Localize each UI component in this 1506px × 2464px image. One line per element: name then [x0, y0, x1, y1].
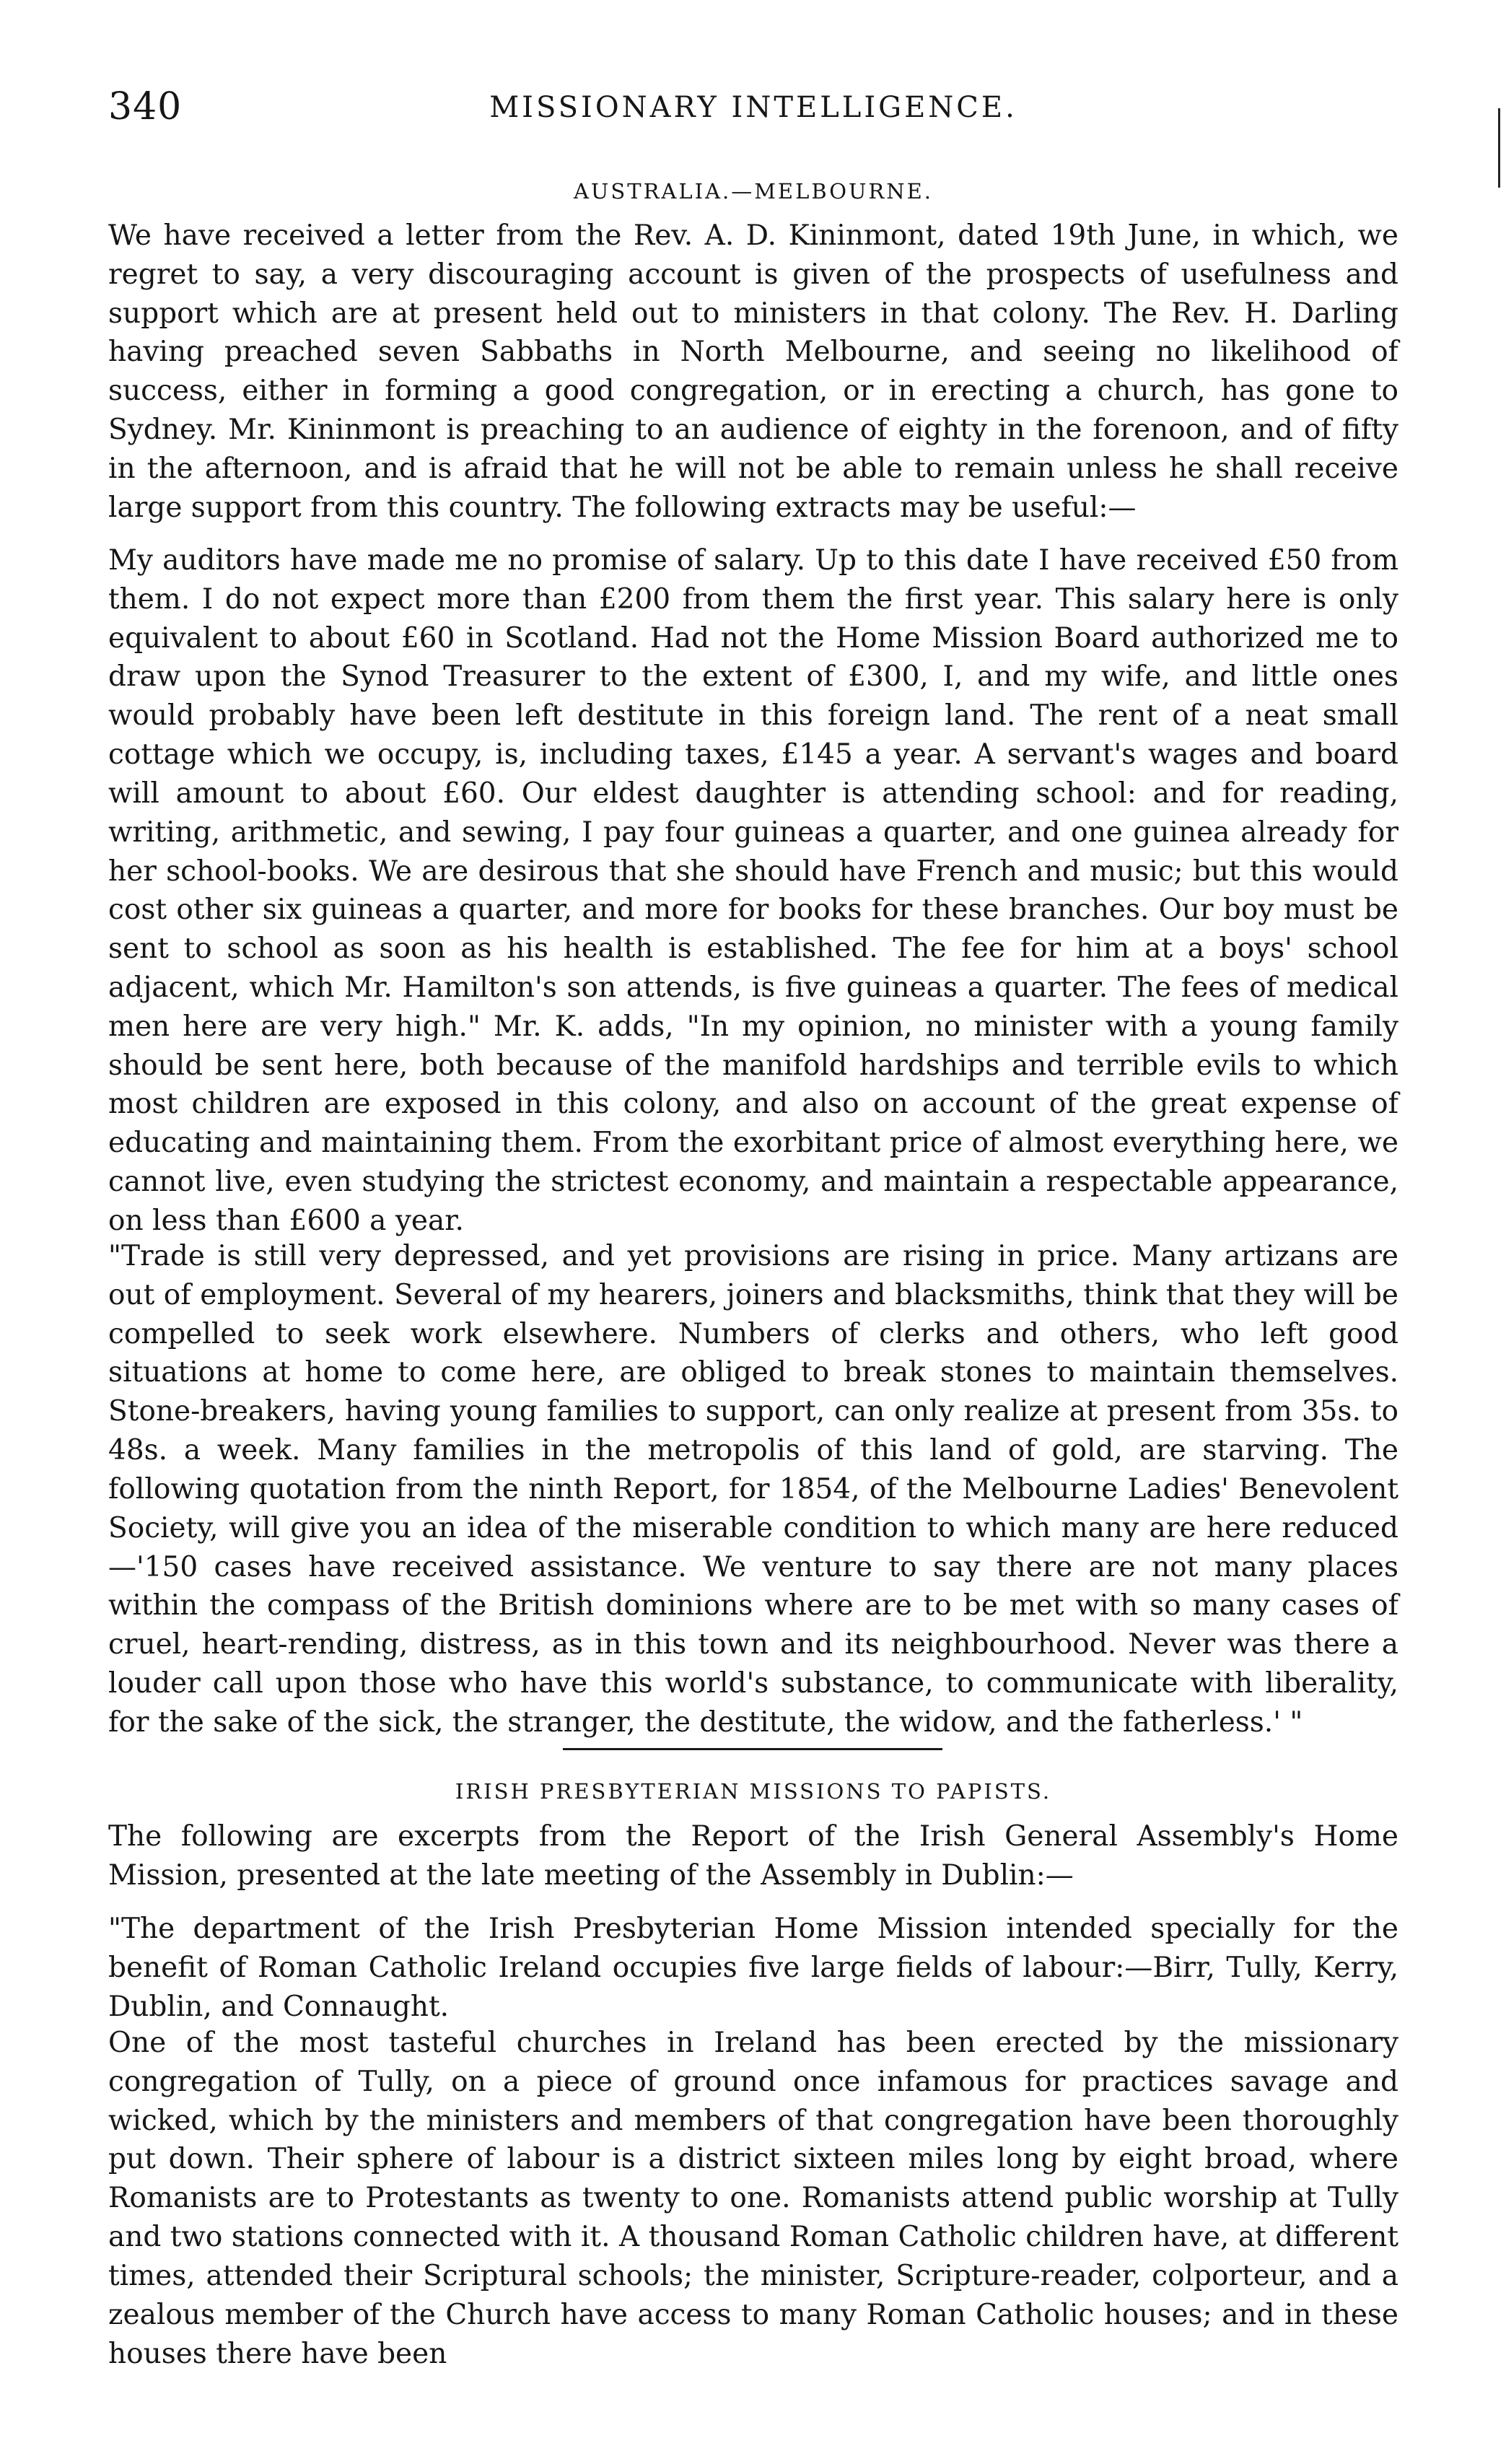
paragraph-text: My auditors have made me no promise of salary. Up to this date I have received £50 from them. I do not expect more than £200 from them the first year. This salary here is only equivalent to about £60 in Scotland. Had not the Home Mission Board authorized me to draw upon the Synod Treasurer to the extent of £300, I, and my wife, and little ones would probably have been left destitute in this foreign land. The rent of a neat small cottage which we occupy, is, including taxes, £145 a year. A servant's wages and board will amount to about £60. Our eldest daughter is attending school: and for reading, writing, arithmetic, and sewing, I pay four guineas a quarter, and one guinea already for her school-books. We are desirous that she should have French and music; but this would cost other six guineas a quarter, and more for books for these branches. Our boy must be sent to school as soon as his health is established. The fee for him at a boys' school adjacent, which Mr. Hamilton's son attends, is five guineas a quarter. The fees of medical men here are very high." Mr. K. adds, "In my opinion, no minister with a young family should be sent here, both because of the manifold hardships and terrible evils to which most children are exposed in this colony, and also on account of the great expense of educating and maintaining them. From the exorbitant price of almost everything here, we cannot live, even studying the strictest economy, and maintain a respectable appearance, on less than £600 a year. [108, 544, 1398, 1237]
paragraph-text: "The department of the Irish Presbyterian Home Mission intended specially for the benefit of Roman Catholic Ireland occupies five large fields of labour:—Birr, Tully, Kerry, Dublin, and Connaught. [108, 1913, 1398, 2023]
paragraph-trade-quote [108, 1237, 1398, 1742]
paragraph-text: One of the most tasteful churches in Ireland has been erected by the missionary congregation of Tully, on a piece of ground once infamous for practices savage and wicked, which by the ministers and members of that congregation have been thoroughly put down. Their sphere of labour is a district sixteen miles long by eight broad, where Romanists are to Protestants as twenty to one. Romanists attend public worship at Tully and two stations connected with it. A thousand Roman Catholic children have, at different times, attended their Scriptural schools; the minister, Scripture-reader, colporteur, and a zealous member of the Church have access to many Roman Catholic houses; and in these houses there have been [108, 2027, 1398, 2370]
section-divider [563, 1748, 942, 1750]
paragraph-text: We have received a letter from the Rev. A. D. Kininmont, dated 19th June, in which, we regret to say, a very discouraging account is given of the prospects of usefulness and support which are at present held out to ministers in that colony. The Rev. H. Darling having preached seven Sabbaths in North Melbourne, and seeing no likelihood of success, either in forming a good congregation, or in erecting a church, has gone to Sydney. Mr. Kininmont is preaching to an audience of eighty in the forenoon, and of fifty in the afternoon, and is afraid that he will not be able to remain unless he shall receive large support from this country. The following extracts may be useful:— [108, 219, 1398, 524]
paragraph-home-mission-fields [108, 1910, 1398, 2026]
paragraph-text: The following are excerpts from the Report of the Irish General Assembly's Home Mission, presented at the late meeting of the Assembly in Dublin:— [108, 1820, 1398, 1892]
paragraph-text: "Trade is still very depressed, and yet provisions are rising in price. Many artizans are out of employment. Several of my hearers, joiners and blacksmiths, think that they will be compelled to seek work elsewhere. Numbers of clerks and others, who left good situations at home to come here, are obliged to break stones to maintain themselves. Stone-breakers, having young families to support, can only realize at present from 35s. to 48s. a week. Many families in the metropolis of this land of gold, are starving. The following quotation from the ninth Report, for 1854, of the Melbourne Ladies' Benevolent Society, will give you an idea of the miserable condition to which many are here reduced—'150 cases have received assistance. We venture to say there are not many places within the compass of the British dominions where are to be met with so many cases of cruel, heart-rending, distress, as in this town and its neighbourhood. Never was there a louder call upon those who have this world's substance, to communicate with liberality, for the sake of the sick, the stranger, the destitute, the widow, and the fatherless.' " [108, 1240, 1398, 1739]
page-number: 340 [108, 85, 183, 128]
page-header [108, 85, 1398, 143]
paragraph-salary-quote [108, 541, 1398, 1241]
running-title: MISSIONARY INTELLIGENCE. [489, 91, 1017, 124]
section-heading-australia: AUSTRALIA.—MELBOURNE. [573, 179, 934, 204]
section-heading-irish-missions: IRISH PRESBYTERIAN MISSIONS TO PAPISTS. [455, 1779, 1052, 1804]
paragraph-kininmont-letter [108, 217, 1398, 528]
paragraph-excerpts-intro [108, 1817, 1398, 1895]
paragraph-tully-church [108, 2024, 1398, 2373]
scan-edge-mark [1498, 108, 1500, 188]
